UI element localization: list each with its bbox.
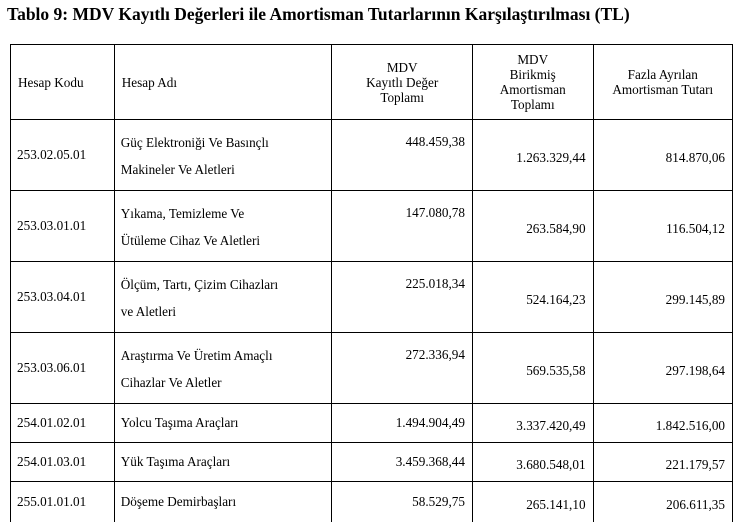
account-name-cell: Yolcu Taşıma Araçları (114, 404, 332, 443)
recorded-value-cell: 147.080,78 (332, 191, 472, 262)
accumulated-depreciation-cell: 3.337.420,49 (472, 404, 593, 443)
table-row (11, 443, 733, 482)
excess-depreciation-cell: 299.145,89 (593, 262, 732, 333)
excess-depreciation-cell: 297.198,64 (593, 333, 732, 404)
header-line: Amortisman (473, 82, 593, 97)
accumulated-depreciation-cell: 265.141,10 (472, 482, 593, 522)
header-line: MDV (473, 52, 593, 67)
account-code-cell: 254.01.02.01 (11, 404, 115, 443)
header-line: Birikmiş (473, 67, 593, 82)
recorded-value-cell: 58.529,75 (332, 482, 472, 522)
table-row (11, 120, 733, 191)
excess-depreciation-cell: 206.611,35 (593, 482, 732, 522)
recorded-value-cell: 3.459.368,44 (332, 443, 472, 482)
account-name-cell: Döşeme Demirbaşları (114, 482, 332, 522)
account-name-cell (114, 120, 332, 191)
header-line: Toplamı (332, 90, 471, 105)
table-row (11, 191, 733, 262)
header-recorded-value (332, 45, 472, 120)
recorded-value-cell: 272.336,94 (332, 333, 472, 404)
table-row (11, 333, 733, 404)
header-line: Fazla Ayrılan (594, 67, 732, 82)
accumulated-depreciation-cell: 3.680.548,01 (472, 443, 593, 482)
account-code-cell: 253.03.01.01 (11, 191, 115, 262)
header-account-code: Hesap Kodu (11, 45, 115, 120)
header-excess-depreciation (593, 45, 732, 120)
account-code-cell: 255.01.01.01 (11, 482, 115, 522)
excess-depreciation-cell: 221.179,57 (593, 443, 732, 482)
header-line: Toplamı (473, 97, 593, 112)
excess-depreciation-cell: 1.842.516,00 (593, 404, 732, 443)
account-code-cell: 253.03.04.01 (11, 262, 115, 333)
recorded-value-cell: 448.459,38 (332, 120, 472, 191)
account-name-cell (114, 262, 332, 333)
table-row (11, 262, 733, 333)
accumulated-depreciation-cell: 524.164,23 (472, 262, 593, 333)
account-name-cell (114, 333, 332, 404)
account-name-line: Ütüleme Cihaz Ve Aletleri (121, 227, 332, 254)
comparison-table (10, 44, 733, 522)
table-row (11, 482, 733, 522)
accumulated-depreciation-cell: 569.535,58 (472, 333, 593, 404)
account-code-cell: 254.01.03.01 (11, 443, 115, 482)
account-code-cell: 253.02.05.01 (11, 120, 115, 191)
account-code-cell: 253.03.06.01 (11, 333, 115, 404)
recorded-value-cell: 1.494.904,49 (332, 404, 472, 443)
account-name-line: Ölçüm, Tartı, Çizim Cihazları (121, 271, 332, 298)
recorded-value-cell: 225.018,34 (332, 262, 472, 333)
header-row (11, 45, 733, 120)
header-account-name: Hesap Adı (114, 45, 332, 120)
account-name-line: Makineler Ve Aletleri (121, 156, 332, 183)
account-name-line: Yıkama, Temizleme Ve (121, 200, 332, 227)
accumulated-depreciation-cell: 263.584,90 (472, 191, 593, 262)
header-line: Amortisman Tutarı (594, 82, 732, 97)
account-name-cell (114, 191, 332, 262)
excess-depreciation-cell: 814.870,06 (593, 120, 732, 191)
account-name-line: Güç Elektroniği Ve Basınçlı (121, 129, 332, 156)
accumulated-depreciation-cell: 1.263.329,44 (472, 120, 593, 191)
account-name-line: ve Aletleri (121, 298, 332, 325)
account-name-line: Araştırma Ve Üretim Amaçlı (121, 342, 332, 369)
header-line: Kayıtlı Değer (332, 75, 471, 90)
table-caption: Tablo 9: MDV Kayıtlı Değerleri ile Amortisman Tutarlarının Karşılaştırılması (TL) (7, 4, 630, 25)
header-line: MDV (332, 60, 471, 75)
excess-depreciation-cell: 116.504,12 (593, 191, 732, 262)
account-name-cell: Yük Taşıma Araçları (114, 443, 332, 482)
header-accumulated-depreciation (472, 45, 593, 120)
table-row (11, 404, 733, 443)
account-name-line: Cihazlar Ve Aletler (121, 369, 332, 396)
